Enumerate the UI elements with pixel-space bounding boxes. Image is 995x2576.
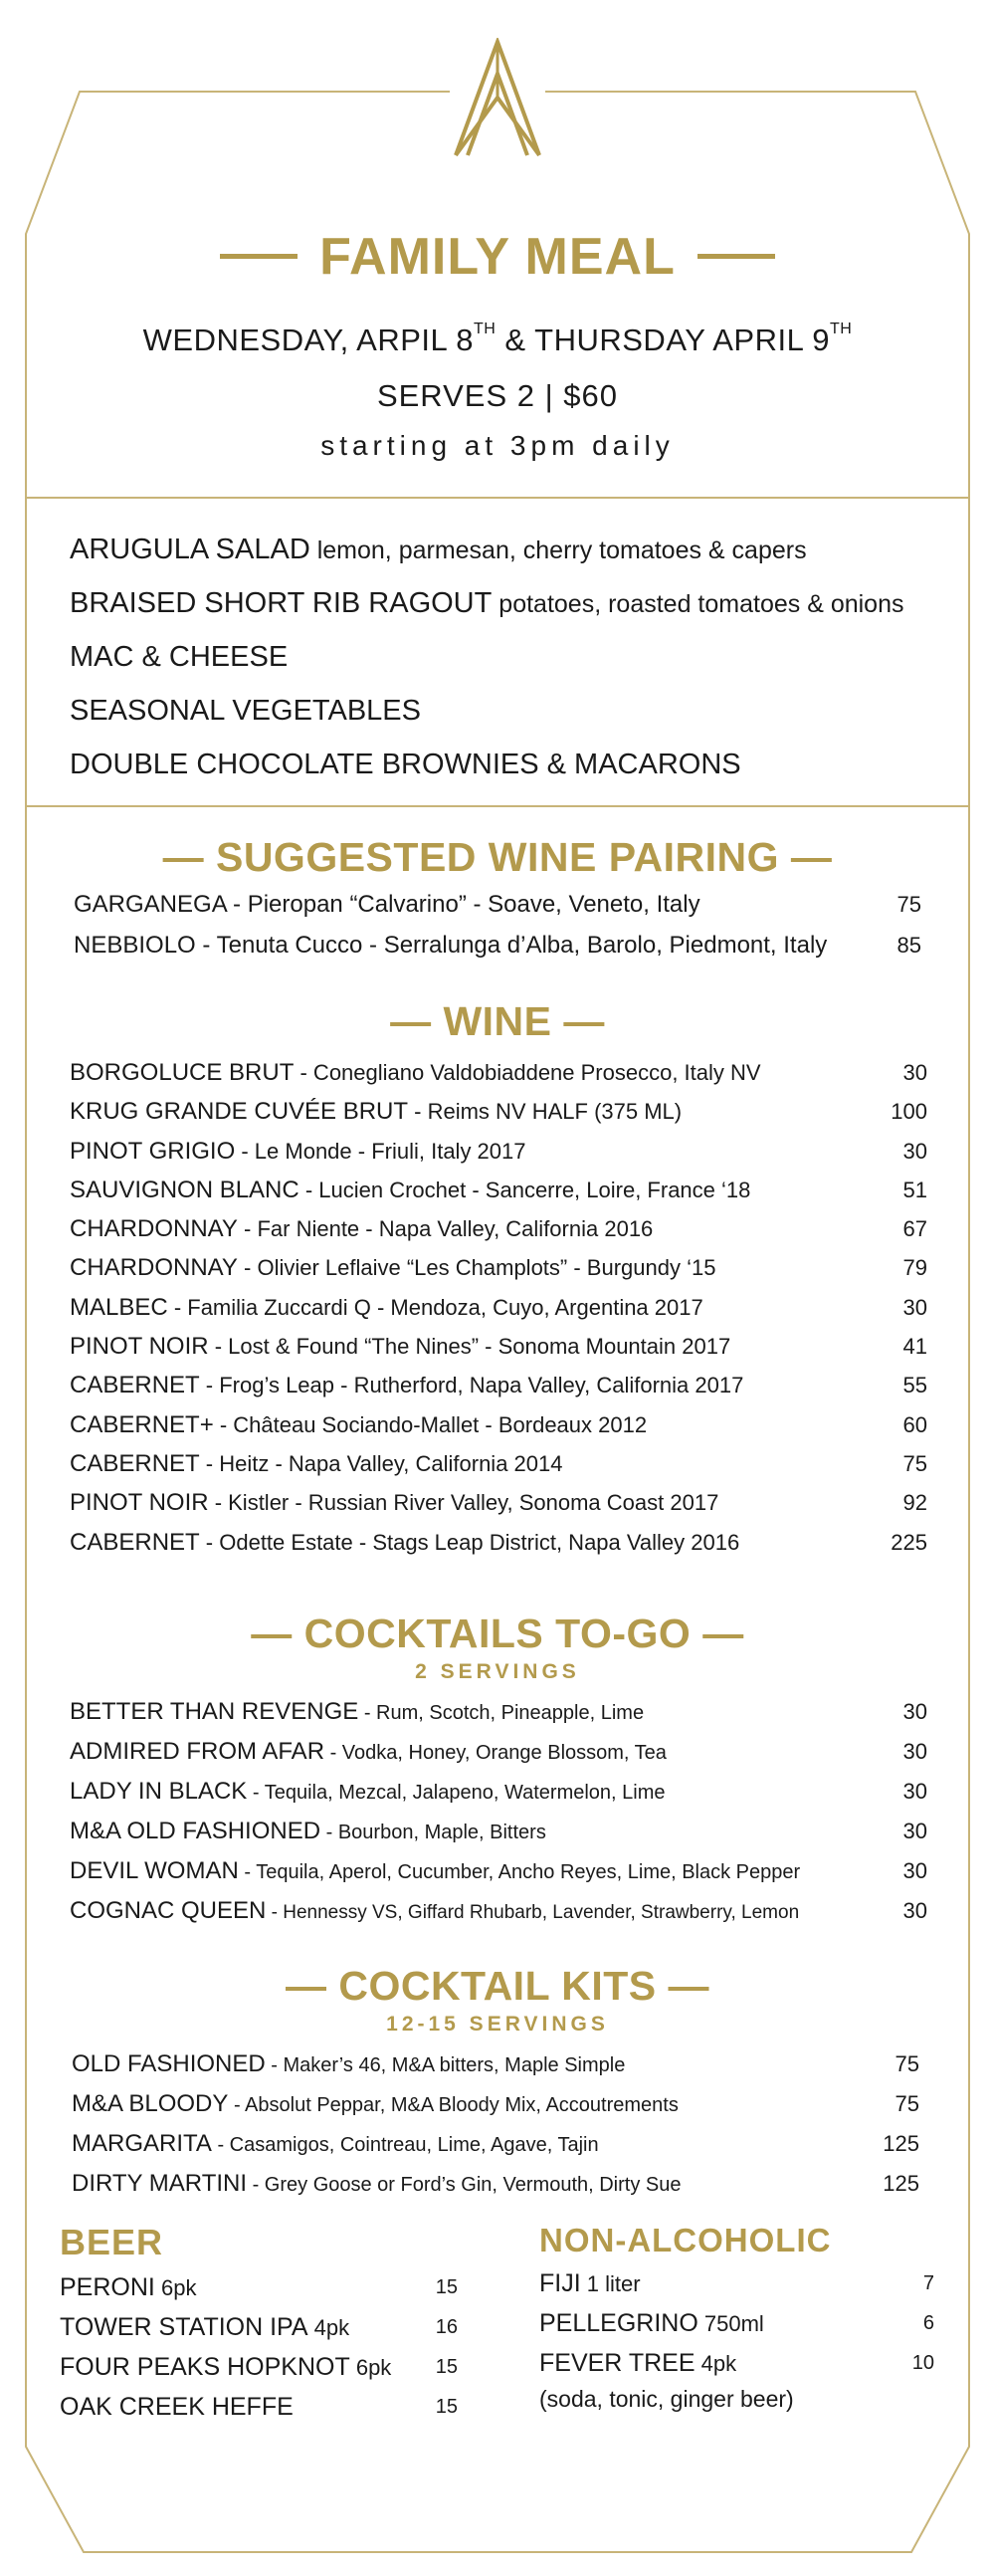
menu-item: DOUBLE CHOCOLATE BROWNIES & MACARONS	[70, 749, 741, 780]
list-item: GARGANEGA - Pieropan “Calvarino” - Soave, Veneto, Italy 75	[74, 891, 921, 918]
list-item: BORGOLUCE BRUT - Conegliano Valdobiaddene Prosecco, Italy NV 30	[70, 1059, 927, 1086]
list-item: ADMIRED FROM AFAR - Vodka, Honey, Orange Blossom, Tea 30	[70, 1738, 927, 1765]
list-item: PINOT GRIGIO - Le Monde - Friuli, Italy 2017 30	[70, 1137, 927, 1165]
kits-list	[72, 2044, 919, 2204]
list-item: CABERNET+ - Château Sociando-Mallet - Bordeaux 2012 60	[70, 1410, 927, 1438]
list-item: OAK CREEK HEFFE 15	[60, 2393, 458, 2421]
list-item: DIRTY MARTINI - Grey Goose or Ford’s Gin, Vermouth, Dirty Sue 125	[72, 2170, 919, 2197]
kits-subheading: 12-15 SERVINGS	[386, 2013, 609, 2036]
list-item: PINOT NOIR - Lost & Found “The Nines” - Sonoma Mountain 2017 41	[70, 1333, 927, 1361]
menu-item: ARUGULA SALAD lemon, parmesan, cherry tomatoes & capers	[70, 534, 807, 565]
page-title: FAMILY MEAL	[0, 227, 995, 287]
title-rule-left	[220, 254, 298, 259]
fever-tree-note: (soda, tonic, ginger beer)	[539, 2386, 794, 2412]
title-rule-right	[697, 254, 775, 259]
start-time: starting at 3pm daily	[320, 430, 675, 461]
beer-section	[60, 2222, 458, 2427]
list-item: SAUVIGNON BLANC - Lucien Crochet - Sancerre, Loire, France ‘18 51	[70, 1176, 927, 1203]
serves-price: SERVES 2 | $60	[376, 378, 619, 413]
cocktails-heading: — COCKTAILS TO-GO —	[251, 1610, 744, 1656]
wine-heading: — WINE —	[390, 998, 605, 1044]
kits-heading: — COCKTAIL KITS —	[285, 1963, 710, 2009]
list-item: PELLEGRINO 750ml 6	[539, 2309, 934, 2337]
list-item: KRUG GRANDE CUVÉE BRUT - Reims NV HALF (375 ML) 100	[70, 1098, 927, 1126]
list-item: M&A OLD FASHIONED - Bourbon, Maple, Bitters 30	[70, 1818, 927, 1844]
wine-list	[70, 1053, 927, 1562]
menu-item: BRAISED SHORT RIB RAGOUT potatoes, roasted tomatoes & onions	[70, 587, 904, 619]
list-item: TOWER STATION IPA 4pk 16	[60, 2313, 458, 2341]
list-item: FIJI 1 liter 7	[539, 2269, 934, 2297]
menu-item: SEASONAL VEGETABLES	[70, 695, 421, 727]
list-item: FEVER TREE 4pk 10	[539, 2349, 934, 2377]
event-dates: WEDNESDAY, ARPIL 8TH & THURSDAY APRIL 9TH	[142, 321, 853, 357]
list-item: FOUR PEAKS HOPKNOT 6pk 15	[60, 2353, 458, 2381]
list-item: LADY IN BLACK - Tequila, Mezcal, Jalapeno, Watermelon, Lime 30	[70, 1778, 927, 1805]
menu-item: MAC & CHEESE	[70, 641, 289, 673]
wine-pairing-list	[74, 884, 921, 966]
list-item: NEBBIOLO - Tenuta Cucco - Serralunga d’Alba, Barolo, Piedmont, Italy 85	[74, 932, 921, 959]
cocktails-list	[70, 1692, 927, 1931]
list-item: M&A BLOODY - Absolut Peppar, M&A Bloody Mix, Accoutrements 75	[72, 2090, 919, 2117]
list-item: OLD FASHIONED - Maker’s 46, M&A bitters, Maple Simple 75	[72, 2050, 919, 2077]
mountain-logo-icon	[452, 38, 543, 157]
list-item: BETTER THAN REVENGE - Rum, Scotch, Pineapple, Lime 30	[70, 1698, 927, 1725]
list-item: PERONI 6pk 15	[60, 2273, 458, 2301]
beer-heading: BEER	[60, 2222, 164, 2262]
wine-pairing-heading: — SUGGESTED WINE PAIRING —	[162, 834, 833, 880]
list-item: MARGARITA - Casamigos, Cointreau, Lime, Agave, Tajin 125	[72, 2130, 919, 2157]
list-item: CHARDONNAY - Olivier Leflaive “Les Champlots” - Burgundy ‘15 79	[70, 1254, 927, 1282]
list-item: PINOT NOIR - Kistler - Russian River Valley, Sonoma Coast 2017 92	[70, 1489, 927, 1517]
list-item: DEVIL WOMAN - Tequila, Aperol, Cucumber, Ancho Reyes, Lime, Black Pepper 30	[70, 1857, 927, 1884]
family-meal-list	[70, 524, 945, 792]
list-item: COGNAC QUEEN - Hennessy VS, Giffard Rhubarb, Lavender, Strawberry, Lemon 30	[70, 1897, 927, 1924]
list-item: CHARDONNAY - Far Niente - Napa Valley, California 2016 67	[70, 1215, 927, 1243]
list-item: MALBEC - Familia Zuccardi Q - Mendoza, Cuyo, Argentina 2017 30	[70, 1293, 927, 1321]
list-item: CABERNET - Odette Estate - Stags Leap District, Napa Valley 2016 225	[70, 1528, 927, 1556]
non-alcoholic-heading: NON-ALCOHOLIC	[539, 2222, 832, 2258]
non-alcoholic-section	[539, 2222, 934, 2415]
list-item: CABERNET - Frog’s Leap - Rutherford, Napa Valley, California 2017 55	[70, 1372, 927, 1399]
list-item: CABERNET - Heitz - Napa Valley, California 2014 75	[70, 1449, 927, 1477]
cocktails-subheading: 2 SERVINGS	[415, 1660, 580, 1683]
